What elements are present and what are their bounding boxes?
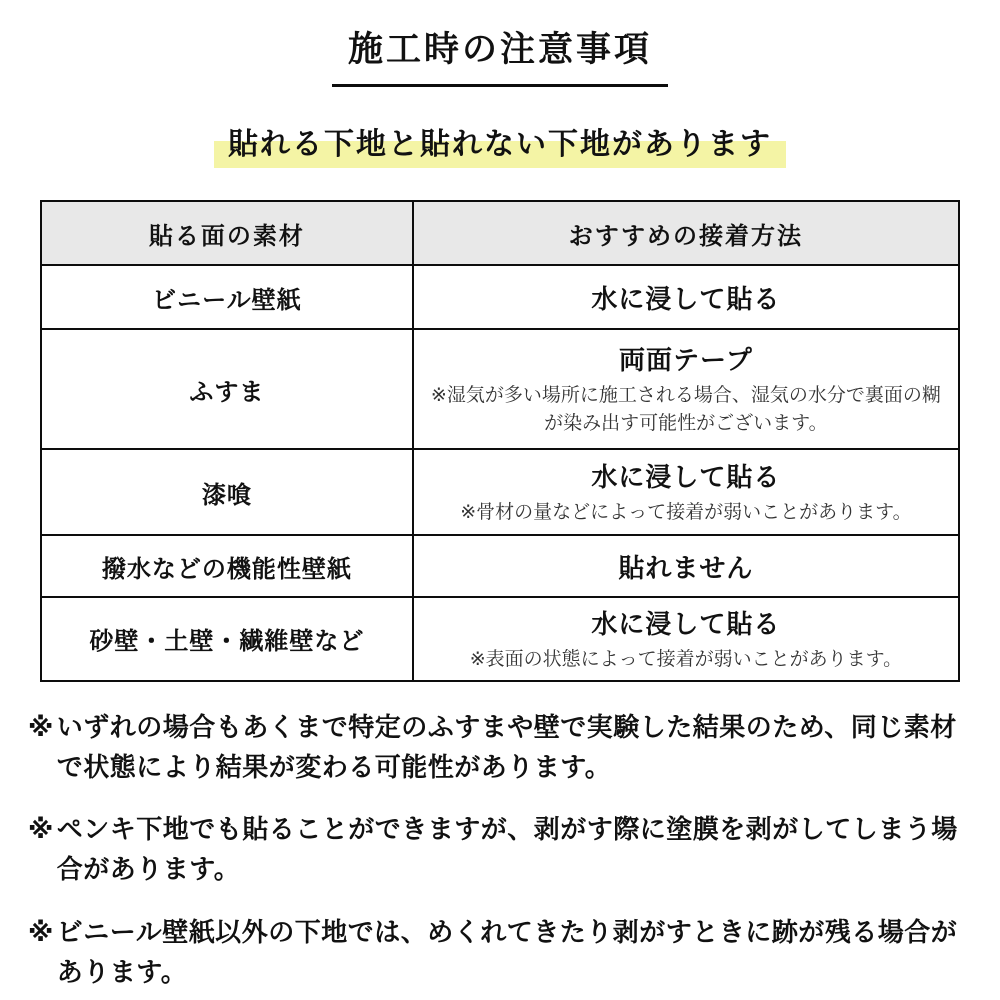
method-main-text: 水に浸して貼る	[591, 284, 781, 315]
method-main-text: 水に浸して貼る	[591, 463, 781, 494]
note-item	[28, 913, 972, 994]
note-text-non-vinyl-substrate: ビニール壁紙以外の下地では、めくれてきたり剥がすときに跡が残る場合があります。	[56, 917, 958, 989]
note-marker: ※	[28, 917, 54, 948]
material-functional-wallpaper: 撥水などの機能性壁紙	[41, 535, 413, 597]
method-cell	[413, 597, 959, 681]
method-cell	[413, 265, 959, 329]
material-vinyl-wallpaper: ビニール壁紙	[41, 265, 413, 329]
table-row	[41, 449, 959, 535]
material-sand-mud-fiber-wall: 砂壁・土壁・繊維壁など	[41, 597, 413, 681]
note-text-paint-substrate: ペンキ下地でも貼ることができますが、剥がす際に塗膜を剥がしてしまう場合があります。	[56, 815, 958, 886]
method-cell	[413, 329, 959, 449]
table-row	[41, 597, 959, 681]
method-cell	[413, 535, 959, 597]
highlighted-subtitle: 貼れる下地と貼れない下地があります	[214, 119, 786, 168]
footer-notes	[28, 708, 972, 994]
material-plaster: 漆喰	[41, 449, 413, 535]
table-header-row	[41, 201, 959, 265]
method-caution-note: ※骨材の量などによって接着が弱いことがあります。	[460, 501, 912, 524]
table-row	[41, 535, 959, 597]
title-section	[0, 0, 1000, 87]
note-item	[28, 708, 972, 789]
table-row	[41, 329, 959, 449]
column-header-material: 貼る面の素材	[41, 201, 413, 265]
page-title: 施工時の注意事項	[332, 22, 668, 87]
method-caution-note: ※表面の状態によって接着が弱いことがあります。	[469, 648, 903, 670]
note-marker: ※	[28, 712, 54, 743]
method-caution-note: ※湿気が多い場所に施工される場合、湿気の水分で裏面の糊が染み出す可能性がございます。	[430, 384, 941, 434]
method-main-text: 水に浸して貼る	[591, 610, 781, 640]
material-fusuma: ふすま	[41, 329, 413, 449]
note-item	[28, 810, 972, 891]
method-main-text: 両面テープ	[619, 346, 753, 377]
substrate-adhesion-table	[40, 200, 960, 682]
subtitle-section	[0, 119, 1000, 168]
method-main-text: 貼れません	[618, 553, 754, 584]
column-header-method: おすすめの接着方法	[413, 201, 959, 265]
note-text-experiment-result: いずれの場合もあくまで特定のふすまや壁で実験した結果のため、同じ素材で状態により結果が変わる可能性があります。	[56, 712, 957, 783]
note-marker: ※	[28, 815, 54, 846]
method-cell	[413, 449, 959, 535]
table-row	[41, 265, 959, 329]
